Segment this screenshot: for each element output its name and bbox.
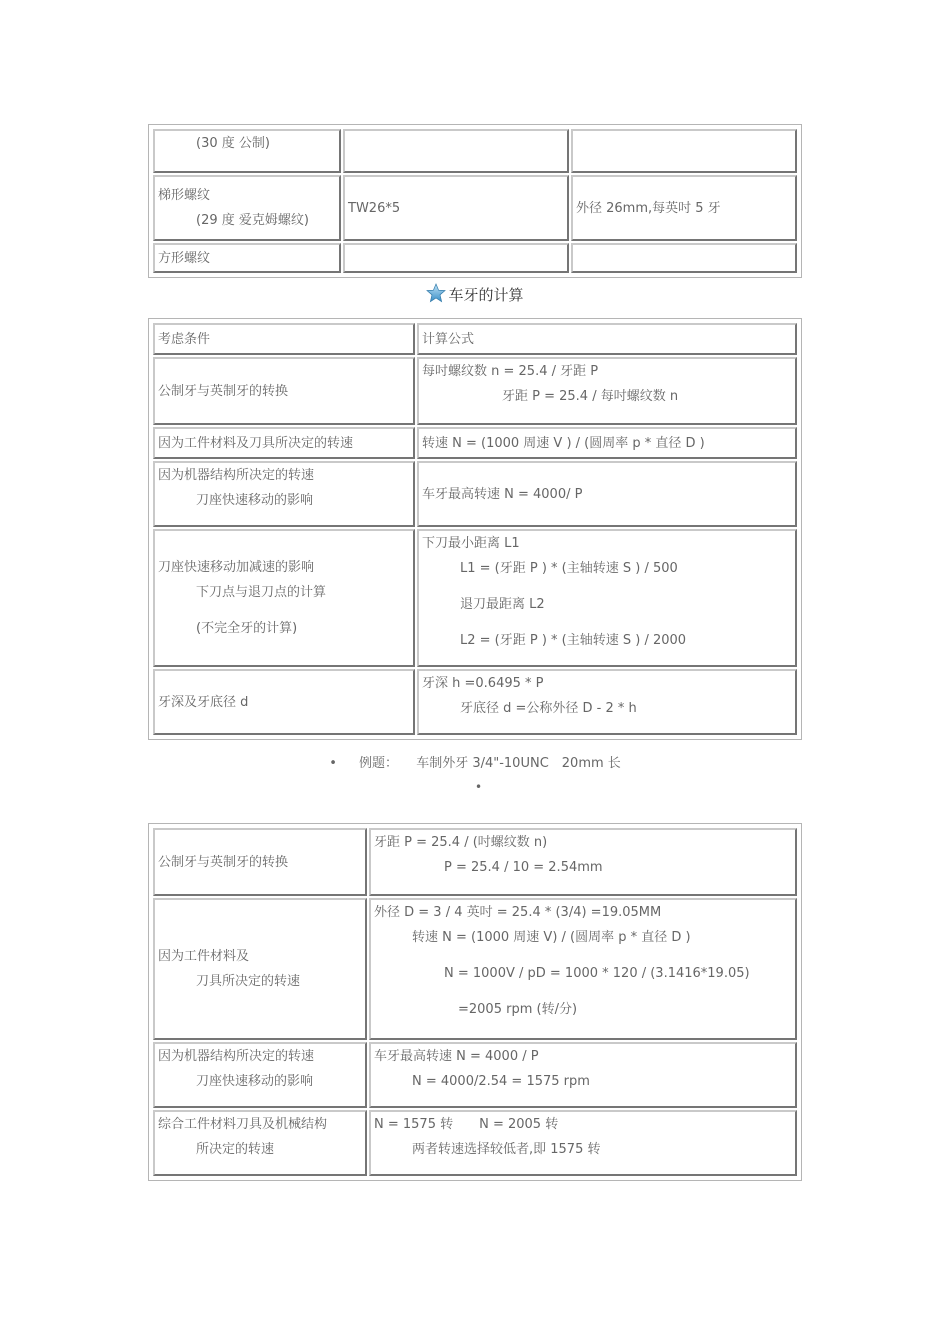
- formula-line: N = 1575 转 N = 2005 转: [374, 1117, 559, 1132]
- table-cell: [417, 669, 797, 735]
- table-cell: [369, 1110, 797, 1176]
- table-row: [153, 129, 797, 173]
- table-cell: [153, 529, 415, 667]
- formula-line: 转速 N = (1000 周速 V) / (圆周率 p * 直径 D ): [412, 930, 691, 945]
- table-cell: 转速 N = (1000 周速 V ) / (圆周率 p * 直径 D ): [417, 427, 797, 459]
- cell-text: 因为机器结构所决定的转速: [158, 468, 315, 483]
- table-cell: [153, 461, 415, 527]
- table-cell: [153, 175, 341, 241]
- cell-text: 刀座快速移动的影响: [196, 493, 314, 508]
- table-cell: 公制牙与英制牙的转换: [153, 357, 415, 425]
- cell-text: (不完全牙的计算): [196, 621, 298, 636]
- section-title: [0, 283, 950, 305]
- example-line: [0, 752, 950, 771]
- formula-line: 两者转速选择较低者,即 1575 转: [412, 1142, 601, 1157]
- star-icon: [426, 283, 446, 303]
- table-header-cell: 考虑条件: [153, 323, 415, 355]
- table-cell: [571, 129, 797, 173]
- table-row: [153, 461, 797, 527]
- table-cell: 外径 26mm,每英吋 5 牙: [571, 175, 797, 241]
- bullet: •: [475, 780, 483, 794]
- table-row: [153, 669, 797, 735]
- formula-line: N = 1000V / pD = 1000 * 120 / (3.1416*19.05): [444, 966, 750, 981]
- table-cell: 车牙最高转速 N = 4000/ P: [417, 461, 797, 527]
- cell-text: 梯形螺纹: [158, 188, 211, 203]
- table-cell: [153, 1110, 367, 1176]
- formula-line: 牙距 P = 25.4 / 每吋螺纹数 n: [502, 389, 679, 404]
- cell-text: 刀座快速移动加减速的影响: [158, 560, 315, 575]
- table-cell: 方形螺纹: [153, 243, 341, 273]
- table-cell: [417, 529, 797, 667]
- table-cell: 牙深及牙底径 d: [153, 669, 415, 735]
- formula-line: N = 4000/2.54 = 1575 rpm: [412, 1074, 590, 1089]
- cell-text: (30 度 公制): [196, 136, 270, 151]
- table-row: [153, 427, 797, 459]
- formula-line: L2 = (牙距 P ) * (主轴转速 S ) / 2000: [460, 633, 687, 648]
- formula-line: 车牙最高转速 N = 4000 / P: [374, 1049, 539, 1064]
- formula-line: 牙距 P = 25.4 / (吋螺纹数 n): [374, 835, 548, 850]
- table-row: [153, 529, 797, 667]
- bullet: •: [329, 756, 337, 771]
- formula-line: 牙底径 d =公称外径 D - 2 * h: [460, 701, 637, 716]
- table-cell: [153, 898, 367, 1040]
- table-cell: [369, 898, 797, 1040]
- table-row: [153, 243, 797, 273]
- cell-text: 刀具所决定的转速: [196, 974, 301, 989]
- table-row: [153, 175, 797, 241]
- calculation-table: [148, 318, 802, 740]
- formula-line: 下刀最小距离 L1: [422, 536, 520, 551]
- table-header-cell: 计算公式: [417, 323, 797, 355]
- table-cell: [153, 129, 341, 173]
- section-title-text: 车牙的计算: [448, 286, 524, 304]
- cell-text: 下刀点与退刀点的计算: [196, 585, 327, 600]
- table-cell: 公制牙与英制牙的转换: [153, 828, 367, 896]
- formula-line: =2005 rpm (转/分): [458, 1002, 578, 1017]
- cell-text: 因为机器结构所决定的转速: [158, 1049, 315, 1064]
- formula-line: L1 = (牙距 P ) * (主轴转速 S ) / 500: [460, 561, 678, 576]
- table-cell: [369, 828, 797, 896]
- cell-text: 综合工件材料刀具及机械结构: [158, 1117, 328, 1132]
- table-cell: [571, 243, 797, 273]
- table-header-row: [153, 323, 797, 355]
- table-row: [153, 898, 797, 1040]
- table-row: [153, 1042, 797, 1108]
- table-cell: [417, 357, 797, 425]
- formula-line: P = 25.4 / 10 = 2.54mm: [444, 860, 603, 875]
- cell-text: 所决定的转速: [196, 1142, 275, 1157]
- table-cell: 因为工件材料及刀具所决定的转速: [153, 427, 415, 459]
- cell-text: 因为工件材料及: [158, 949, 250, 964]
- cell-text: 刀座快速移动的影响: [196, 1074, 314, 1089]
- table-cell: [153, 1042, 367, 1108]
- example-label: 例题：: [359, 756, 399, 771]
- table-cell: TW26*5: [343, 175, 569, 241]
- table-cell: [343, 129, 569, 173]
- table-row: [153, 357, 797, 425]
- formula-line: 退刀最距离 L2: [460, 597, 545, 612]
- cell-text: (29 度 爱克姆螺纹): [196, 213, 309, 228]
- table-row: [153, 1110, 797, 1176]
- formula-line: 牙深 h =0.6495 * P: [422, 676, 544, 691]
- formula-line: 每吋螺纹数 n = 25.4 / 牙距 P: [422, 364, 599, 379]
- example-text: 车制外牙 3/4"-10UNC 20mm 长: [416, 756, 621, 771]
- formula-line: 外径 D = 3 / 4 英吋 = 25.4 * (3/4) =19.05MM: [374, 905, 662, 920]
- table-cell: [343, 243, 569, 273]
- thread-type-table: [148, 124, 802, 278]
- table-row: [153, 828, 797, 896]
- example-solution-table: [148, 823, 802, 1181]
- table-cell: [369, 1042, 797, 1108]
